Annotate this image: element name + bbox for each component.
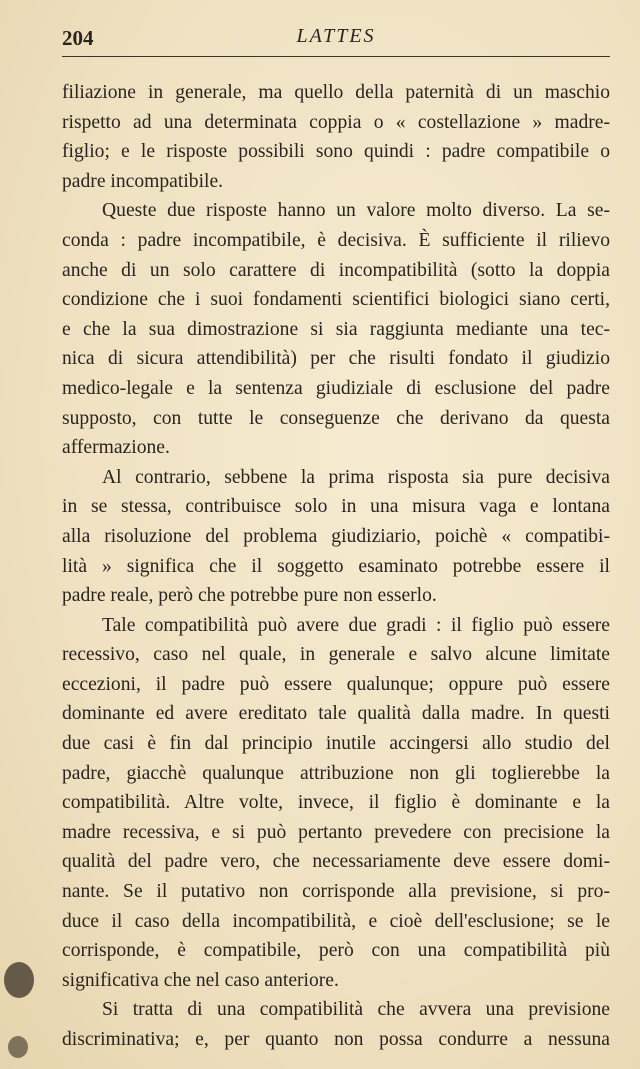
text-line: rispetto ad una determinata coppia o « costellazione » madre- bbox=[62, 111, 610, 133]
text-line: Si tratta di una compatibilità che avvera una previsione bbox=[102, 999, 610, 1021]
text-line: significativa che nel caso anteriore. bbox=[62, 969, 339, 991]
text-line: madre recessiva, e si può pertanto prevedere con precisione la bbox=[62, 821, 610, 843]
text-line: compatibilità. Altre volte, invece, il figlio è dominante e la bbox=[62, 792, 610, 814]
text-line: due casi è fin dal principio inutile accingersi allo studio del bbox=[62, 733, 610, 755]
page-number: 204 bbox=[62, 26, 94, 50]
text-line: medico-legale e la sentenza giudiziale di esclusione del padre bbox=[62, 377, 610, 399]
text-line: figlio; e le risposte possibili sono quindi : padre compatibile o bbox=[62, 141, 610, 163]
page-header bbox=[62, 22, 610, 57]
text-line: nica di sicura attendibilità) per che risulti fondato il giudizio bbox=[62, 348, 610, 370]
text-line: eccezioni, il padre può essere qualunque; oppure può essere bbox=[62, 673, 610, 695]
text-line: duce il caso della incompatibilità, e cioè dell'esclusione; se le bbox=[62, 910, 610, 932]
text-line: Tale compatibilità può avere due gradi : il figlio può essere bbox=[102, 614, 610, 636]
text-line: padre reale, però che potrebbe pure non esserlo. bbox=[62, 585, 437, 607]
text-line: padre incompatibile. bbox=[62, 170, 224, 192]
text-line: Al contrario, sebbene la prima risposta sia pure decisiva bbox=[102, 466, 610, 488]
body-text bbox=[62, 78, 610, 1055]
text-line: discriminativa; e, per quanto non possa condurre a nessuna bbox=[62, 1029, 610, 1050]
text-line: e che la sua dimostrazione si sia raggiunta mediante una tec- bbox=[62, 318, 610, 340]
text-line: filiazione in generale, ma quello della paternità di un maschio bbox=[62, 82, 610, 103]
text-line: conda : padre incompatibile, è decisiva. È sufficiente il rilievo bbox=[62, 229, 610, 251]
text-line: recessivo, caso nel quale, in generale e salvo alcune limitate bbox=[62, 644, 610, 666]
text-line: Queste due risposte hanno un valore molto diverso. La se- bbox=[102, 200, 610, 222]
text-line: lità » significa che il soggetto esaminato potrebbe essere il bbox=[62, 555, 610, 577]
running-title: LATTES bbox=[296, 25, 376, 47]
text-line: padre, giacchè qualunque attribuzione non gli toglierebbe la bbox=[62, 762, 610, 784]
text-line: alla risoluzione del problema giudiziario, poichè « compatibi- bbox=[62, 525, 610, 547]
text-line: nante. Se il putativo non corrisponde alla previsione, si pro- bbox=[62, 881, 610, 903]
ink-stain bbox=[4, 962, 34, 998]
text-line: in se stessa, contribuisce solo in una misura vaga e lontana bbox=[62, 496, 610, 518]
text-line: anche di un solo carattere di incompatibilità (sotto la doppia bbox=[62, 259, 610, 281]
text-line: condizione che i suoi fondamenti scientifici biologici siano certi, bbox=[62, 289, 610, 311]
text-line: qualità del padre vero, che necessariamente deve essere domi- bbox=[62, 851, 610, 873]
text-line: corrisponde, è compatibile, però con una compatibilità più bbox=[62, 940, 610, 962]
text-line: affermazione. bbox=[62, 437, 170, 459]
ink-stain bbox=[8, 1036, 28, 1058]
text-line: supposto, con tutte le conseguenze che derivano da questa bbox=[62, 407, 610, 429]
text-line: dominante ed avere ereditato tale qualità dalla madre. In questi bbox=[62, 703, 610, 725]
